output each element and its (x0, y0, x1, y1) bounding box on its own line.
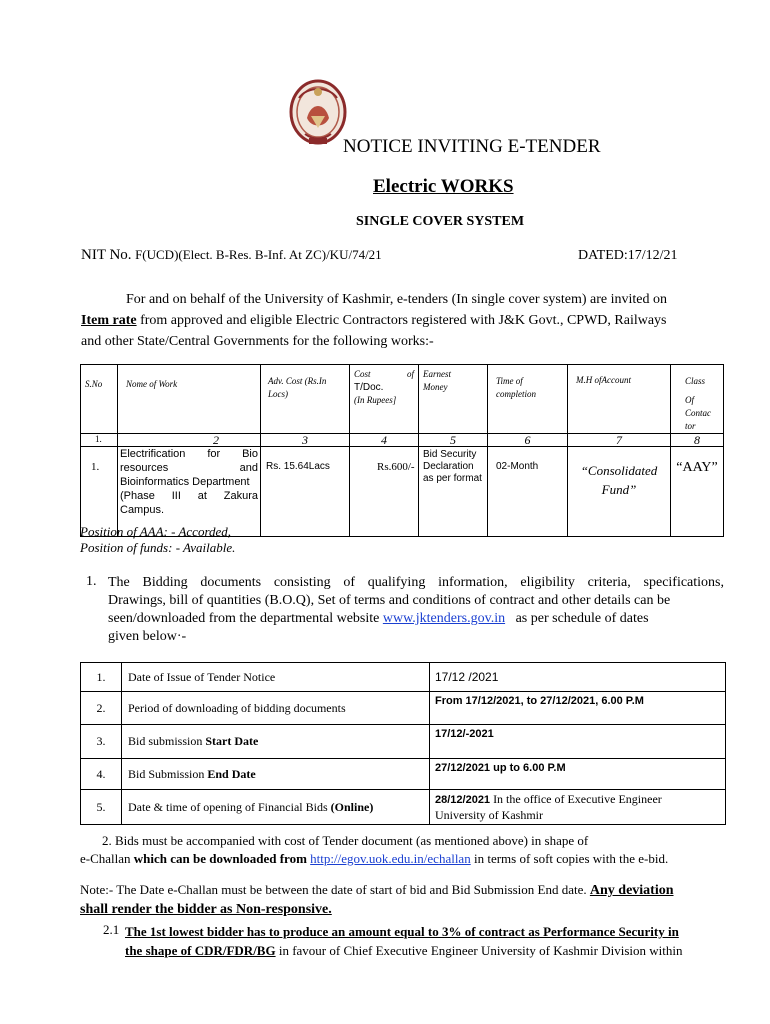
col-adv-label-a: Adv. Cost (Rs.In (268, 376, 327, 386)
nit-label: NIT No. (81, 247, 132, 263)
works-row (81, 447, 724, 537)
col-sno-label: S.No (85, 379, 103, 389)
row-adv-cost: Rs. 15.64Lacs (261, 447, 350, 537)
point-2 (80, 832, 668, 868)
nit-number: F(UCD)(Elect. B-Res. B-Inf. At ZC)/KU/74/21 (135, 247, 382, 262)
schedule-row (81, 692, 726, 725)
works-number-row (81, 434, 724, 447)
row-time: 02-Month (488, 447, 568, 537)
schedule-desc (122, 790, 430, 825)
schedule-desc-bold: (Online) (330, 799, 374, 814)
earnest-line: as per format (423, 473, 482, 484)
earnest-line: Bid Security (423, 449, 477, 460)
schedule-value (430, 790, 726, 825)
nit-line (81, 247, 382, 264)
schedule-row (81, 663, 726, 692)
work-word: Zakura (223, 490, 258, 502)
university-emblem (287, 78, 349, 152)
intro-line-3: and other State/Central Governments for the following works:- (81, 334, 434, 349)
col-mh (568, 365, 671, 434)
item-rate-label: Item rate (81, 313, 137, 328)
date-label: DATED:17/12/21 (578, 248, 678, 263)
col-class-label-a: Class (685, 376, 706, 386)
works-table (80, 364, 724, 537)
col-cost-label-a: Cost (354, 369, 371, 379)
point-2-1-line-1: The 1st lowest bidder has to produce an amount equal to 3% of contract as Performance Security in (125, 924, 679, 939)
page-subtitle: Electric WORKS (373, 176, 514, 197)
point-1-number: 1. (86, 574, 97, 589)
point-1-line: The Bidding documents consisting of qualifying information, eligibility criteria, specifications, (108, 575, 724, 590)
schedule-value: 17/12 /2021 (430, 663, 726, 692)
schedule-no: 1. (81, 663, 122, 692)
schedule-desc-text: Bid Submission (128, 766, 208, 781)
intro-line-2-text: from approved and eligible Electric Contractors registered with J&K Govt., CPWD, Railways (136, 313, 667, 328)
row-work-name (118, 447, 261, 537)
point-2-end: in terms of soft copies with the e-bid. (470, 851, 669, 866)
earnest-line: Declaration (423, 461, 474, 472)
opening-date: 28/12/2021 (435, 794, 491, 806)
col-number: 1. (81, 434, 118, 447)
point-2-1-text (125, 922, 682, 960)
work-word: III (171, 490, 181, 502)
point-1-line (108, 610, 724, 628)
point-2-line-1: 2. Bids must be accompanied with cost of Tender document (as mentioned above) in shape of (102, 833, 589, 848)
col-time (488, 365, 568, 434)
schedule-desc-text: Date of Issue of Tender Notice (128, 669, 276, 684)
col-name-label: Nome of Work (126, 379, 178, 389)
schedule-no: 2. (81, 692, 122, 725)
work-word: Bio (242, 448, 258, 460)
col-time-label-a: Time of (496, 376, 523, 386)
point-2-bold: which can be downloaded from (133, 851, 311, 866)
row-class: “AAY” (671, 447, 724, 537)
position-aaa: Position of AAA: - Accorded, (80, 524, 232, 539)
col-class (671, 365, 724, 434)
note-line-2: shall render the bidder as Non-responsive. (80, 902, 332, 917)
col-number: 5 (419, 434, 488, 447)
point-1-line: Drawings, bill of quantities (B.O.Q), Set of terms and conditions of contract and other details can be (108, 593, 671, 608)
schedule-desc-text: Date & time of opening of Financial Bids (128, 799, 331, 814)
col-class-label-c: Contac (685, 408, 711, 418)
row-sno: 1. (81, 447, 118, 537)
point-1-line: given below·- (108, 629, 187, 644)
work-word: for (207, 448, 221, 460)
note-text: Note:- The Date e-Challan must be between the date of start of bid and Bid Submission End date. (80, 882, 590, 897)
point-2-1-number: 2.1 (103, 922, 120, 937)
col-adv-label-b: Locs) (268, 389, 288, 399)
schedule-no: 5. (81, 790, 122, 825)
col-cost-label-b: T/Doc. (354, 382, 384, 393)
schedule-desc (122, 692, 430, 725)
work-word: resources (120, 462, 169, 474)
opening-place: In the office of Executive Engineer (490, 792, 662, 806)
schedule-value: From 17/12/2021, to 27/12/2021, 6.00 P.M (430, 692, 726, 725)
col-mh-label: M.H ofAccount (576, 375, 631, 385)
col-earnest (419, 365, 488, 434)
schedule-desc-text: Period of downloading of bidding documents (128, 700, 346, 715)
row-doc-cost: Rs.600/- (350, 447, 419, 537)
account-line: Fund” (601, 482, 637, 497)
schedule-row (81, 725, 726, 759)
work-line: Bioinformatics Department (120, 476, 250, 488)
position-funds: Position of funds: - Available. (80, 540, 236, 555)
point-1-line-3b: as per schedule of dates (505, 611, 649, 626)
work-word: (Phase (120, 490, 155, 502)
work-line: Campus. (120, 504, 165, 516)
intro-line-1: For and on behalf of the University of Kashmir, e-tenders (In single cover system) are invited on (126, 292, 668, 307)
schedule-row (81, 759, 726, 790)
point-2-line-2 (80, 850, 668, 868)
schedule-value: 17/12/-2021 (430, 725, 726, 759)
schedule-row (81, 790, 726, 825)
col-name (118, 365, 261, 434)
page-title: NOTICE INVITING E-TENDER (343, 136, 601, 157)
schedule-desc (122, 725, 430, 759)
account-line: “Consolidated (580, 463, 658, 478)
work-word: Electrification (120, 448, 186, 460)
works-header-row (81, 365, 724, 434)
col-number: 4 (350, 434, 419, 447)
col-number: 6 (488, 434, 568, 447)
point-1-text (108, 574, 724, 646)
schedule-no: 3. (81, 725, 122, 759)
schedule-desc-bold: Start Date (205, 734, 259, 748)
col-number: 7 (568, 434, 671, 447)
schedule-desc-text: Bid submission (128, 734, 206, 748)
schedule-desc-bold: End Date (207, 766, 256, 781)
col-number: 2 (118, 434, 261, 447)
col-cost-label-c: (In Rupees] (354, 395, 397, 405)
row-account-head (568, 447, 671, 537)
col-number: 8 (671, 434, 724, 447)
point-1-line-3a: seen/downloaded from the departmental website (108, 611, 383, 626)
col-doc-cost (350, 365, 419, 434)
jktenders-link[interactable]: www.jktenders.gov.in (382, 611, 506, 626)
opening-place-2: University of Kashmir (435, 808, 543, 822)
col-number: 3 (261, 434, 350, 447)
point-2-echallan: e-Challan (80, 851, 134, 866)
col-earnest-label-b: Money (423, 382, 448, 392)
echallan-link[interactable]: http://egov.uok.edu.in/echallan (310, 851, 471, 866)
col-earnest-label-a: Earnest (423, 369, 451, 379)
note-line-1 (80, 880, 725, 900)
cover-system: SINGLE COVER SYSTEM (356, 214, 525, 229)
col-sno (81, 365, 118, 434)
col-adv-cost (261, 365, 350, 434)
note-deviation: Any deviation (589, 883, 674, 898)
col-class-label-b: Of (685, 395, 694, 405)
col-cost-label-of: of (406, 369, 414, 379)
col-time-label-b: completion (496, 389, 536, 399)
schedule-desc (122, 759, 430, 790)
schedule-no: 4. (81, 759, 122, 790)
schedule-desc (122, 663, 430, 692)
point-2-1-bold: the shape of CDR/FDR/BG (125, 943, 276, 958)
row-earnest (419, 447, 488, 537)
intro-line-2 (81, 310, 724, 331)
work-word: at (197, 490, 207, 502)
schedule-table (80, 662, 726, 825)
note (80, 880, 725, 919)
intro-paragraph (81, 289, 724, 352)
point-2-1-line-2 (125, 941, 682, 960)
work-word: and (239, 462, 258, 474)
col-class-label-d: tor (685, 421, 696, 431)
point-2-1-rest: in favour of Chief Executive Engineer University of Kashmir Division within (275, 943, 683, 958)
schedule-value: 27/12/2021 up to 6.00 P.M (430, 759, 726, 790)
